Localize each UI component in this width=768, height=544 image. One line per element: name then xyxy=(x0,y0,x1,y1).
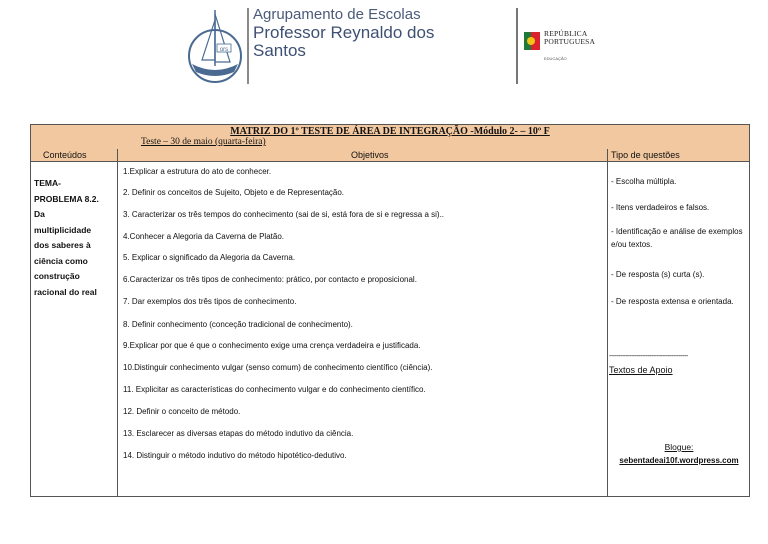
header-divider-2 xyxy=(516,8,518,84)
question-type-item: - De resposta (s) curta (s). xyxy=(611,270,705,279)
objective-item: 8. Definir conhecimento (conceção tradicional de conhecimento). xyxy=(123,320,353,329)
header-question-types: Tipo de questões xyxy=(611,150,680,160)
objective-item: 14. Distinguir o método indutivo do método hipotético-dedutivo. xyxy=(123,451,347,460)
table-title: MATRIZ DO 1º TESTE DE ÁREA DE INTEGRAÇÃO -Módulo 2- – 10º F xyxy=(230,126,550,137)
republic-line1: REPÚBLICA xyxy=(544,29,588,38)
objective-item: 12. Definir o conceito de método. xyxy=(123,407,241,416)
objective-item: 4.Conhecer a Alegoria da Caverna de Platão. xyxy=(123,232,284,241)
contents-line: ciência como xyxy=(34,255,88,266)
objective-item: 6.Caracterizar os três tipos de conhecimento: prático, por contacto e proposicional. xyxy=(123,275,417,284)
school-name-line2: Professor Reynaldo dos xyxy=(253,23,435,42)
objective-item: 9.Explicar por que é que o conhecimento exige uma crença verdadeira e justificada. xyxy=(123,341,421,350)
school-logo xyxy=(184,6,246,84)
objective-item: 3. Caracterizar os três tempos do conhecimento (sai de si, está fora de si e regressa a si).. xyxy=(123,210,445,219)
republic-title xyxy=(544,30,595,46)
table-title-row xyxy=(31,125,749,150)
contents-line: Da xyxy=(34,209,45,219)
school-name-line3: Santos xyxy=(253,41,306,60)
contents-line: dos saberes à xyxy=(34,240,91,250)
column-divider xyxy=(117,149,118,496)
contents-line: PROBLEMA 8.2. xyxy=(34,193,99,204)
separator-dashes: ------------------------------------------- xyxy=(609,353,688,360)
blog-link[interactable]: sebentadeai10f.wordpress.com xyxy=(619,456,739,465)
contents-cell xyxy=(34,176,116,300)
contents-line: multiplicidade xyxy=(34,224,92,235)
question-type-item: - Escolha múltipla. xyxy=(611,177,677,186)
school-name xyxy=(253,6,503,60)
objective-item: 11. Explicitar as características do conhecimento vulgar e do conhecimento científico. xyxy=(123,385,426,394)
republic-subtitle: EDUCAÇÃO xyxy=(544,56,567,61)
header-contents: Conteúdos xyxy=(43,150,87,160)
document-header xyxy=(0,0,768,95)
table-header-row xyxy=(31,149,749,162)
header-divider xyxy=(247,8,249,84)
question-type-item: - Identificação e análise de exemplos e/ou textos. xyxy=(611,227,743,249)
contents-line: construção xyxy=(34,271,80,281)
objective-item: 10.Distinguir conhecimento vulgar (senso comum) de conhecimento científico (ciência). xyxy=(123,363,433,372)
objective-item: 13. Esclarecer as diversas etapas do método indutivo da ciência. xyxy=(123,429,354,438)
question-type-item: - Itens verdadeiros e falsos. xyxy=(611,203,710,212)
republic-emblem-icon xyxy=(522,30,542,52)
support-texts-heading: Textos de Apoio xyxy=(609,365,673,375)
contents-line: TEMA- xyxy=(34,178,61,188)
objective-item: 1.Explicar a estrutura do ato de conhecer. xyxy=(123,167,272,176)
blog-label: Blogue: xyxy=(664,442,694,452)
objective-item: 5. Explicar o significado da Alegoria da Caverna. xyxy=(123,253,296,262)
republic-line2: PORTUGUESA xyxy=(544,37,596,46)
logo-text: ors xyxy=(219,47,229,53)
school-name-line1: Agrupamento de Escolas xyxy=(253,6,421,23)
header-objectives: Objetivos xyxy=(351,150,389,160)
objective-item: 2. Definir os conceitos de Sujeito, Objeto e de Representação. xyxy=(123,188,345,197)
objective-item: 7. Dar exemplos dos três tipos de conhecimento. xyxy=(123,297,297,306)
contents-line: racional do real xyxy=(34,286,97,297)
table-subtitle: Teste – 30 de maio (quarta-feira) xyxy=(141,137,266,147)
question-type-item: - De resposta extensa e orientada. xyxy=(611,297,734,306)
column-divider xyxy=(607,149,608,496)
test-matrix-table xyxy=(30,124,750,497)
blog-reference xyxy=(609,441,749,467)
